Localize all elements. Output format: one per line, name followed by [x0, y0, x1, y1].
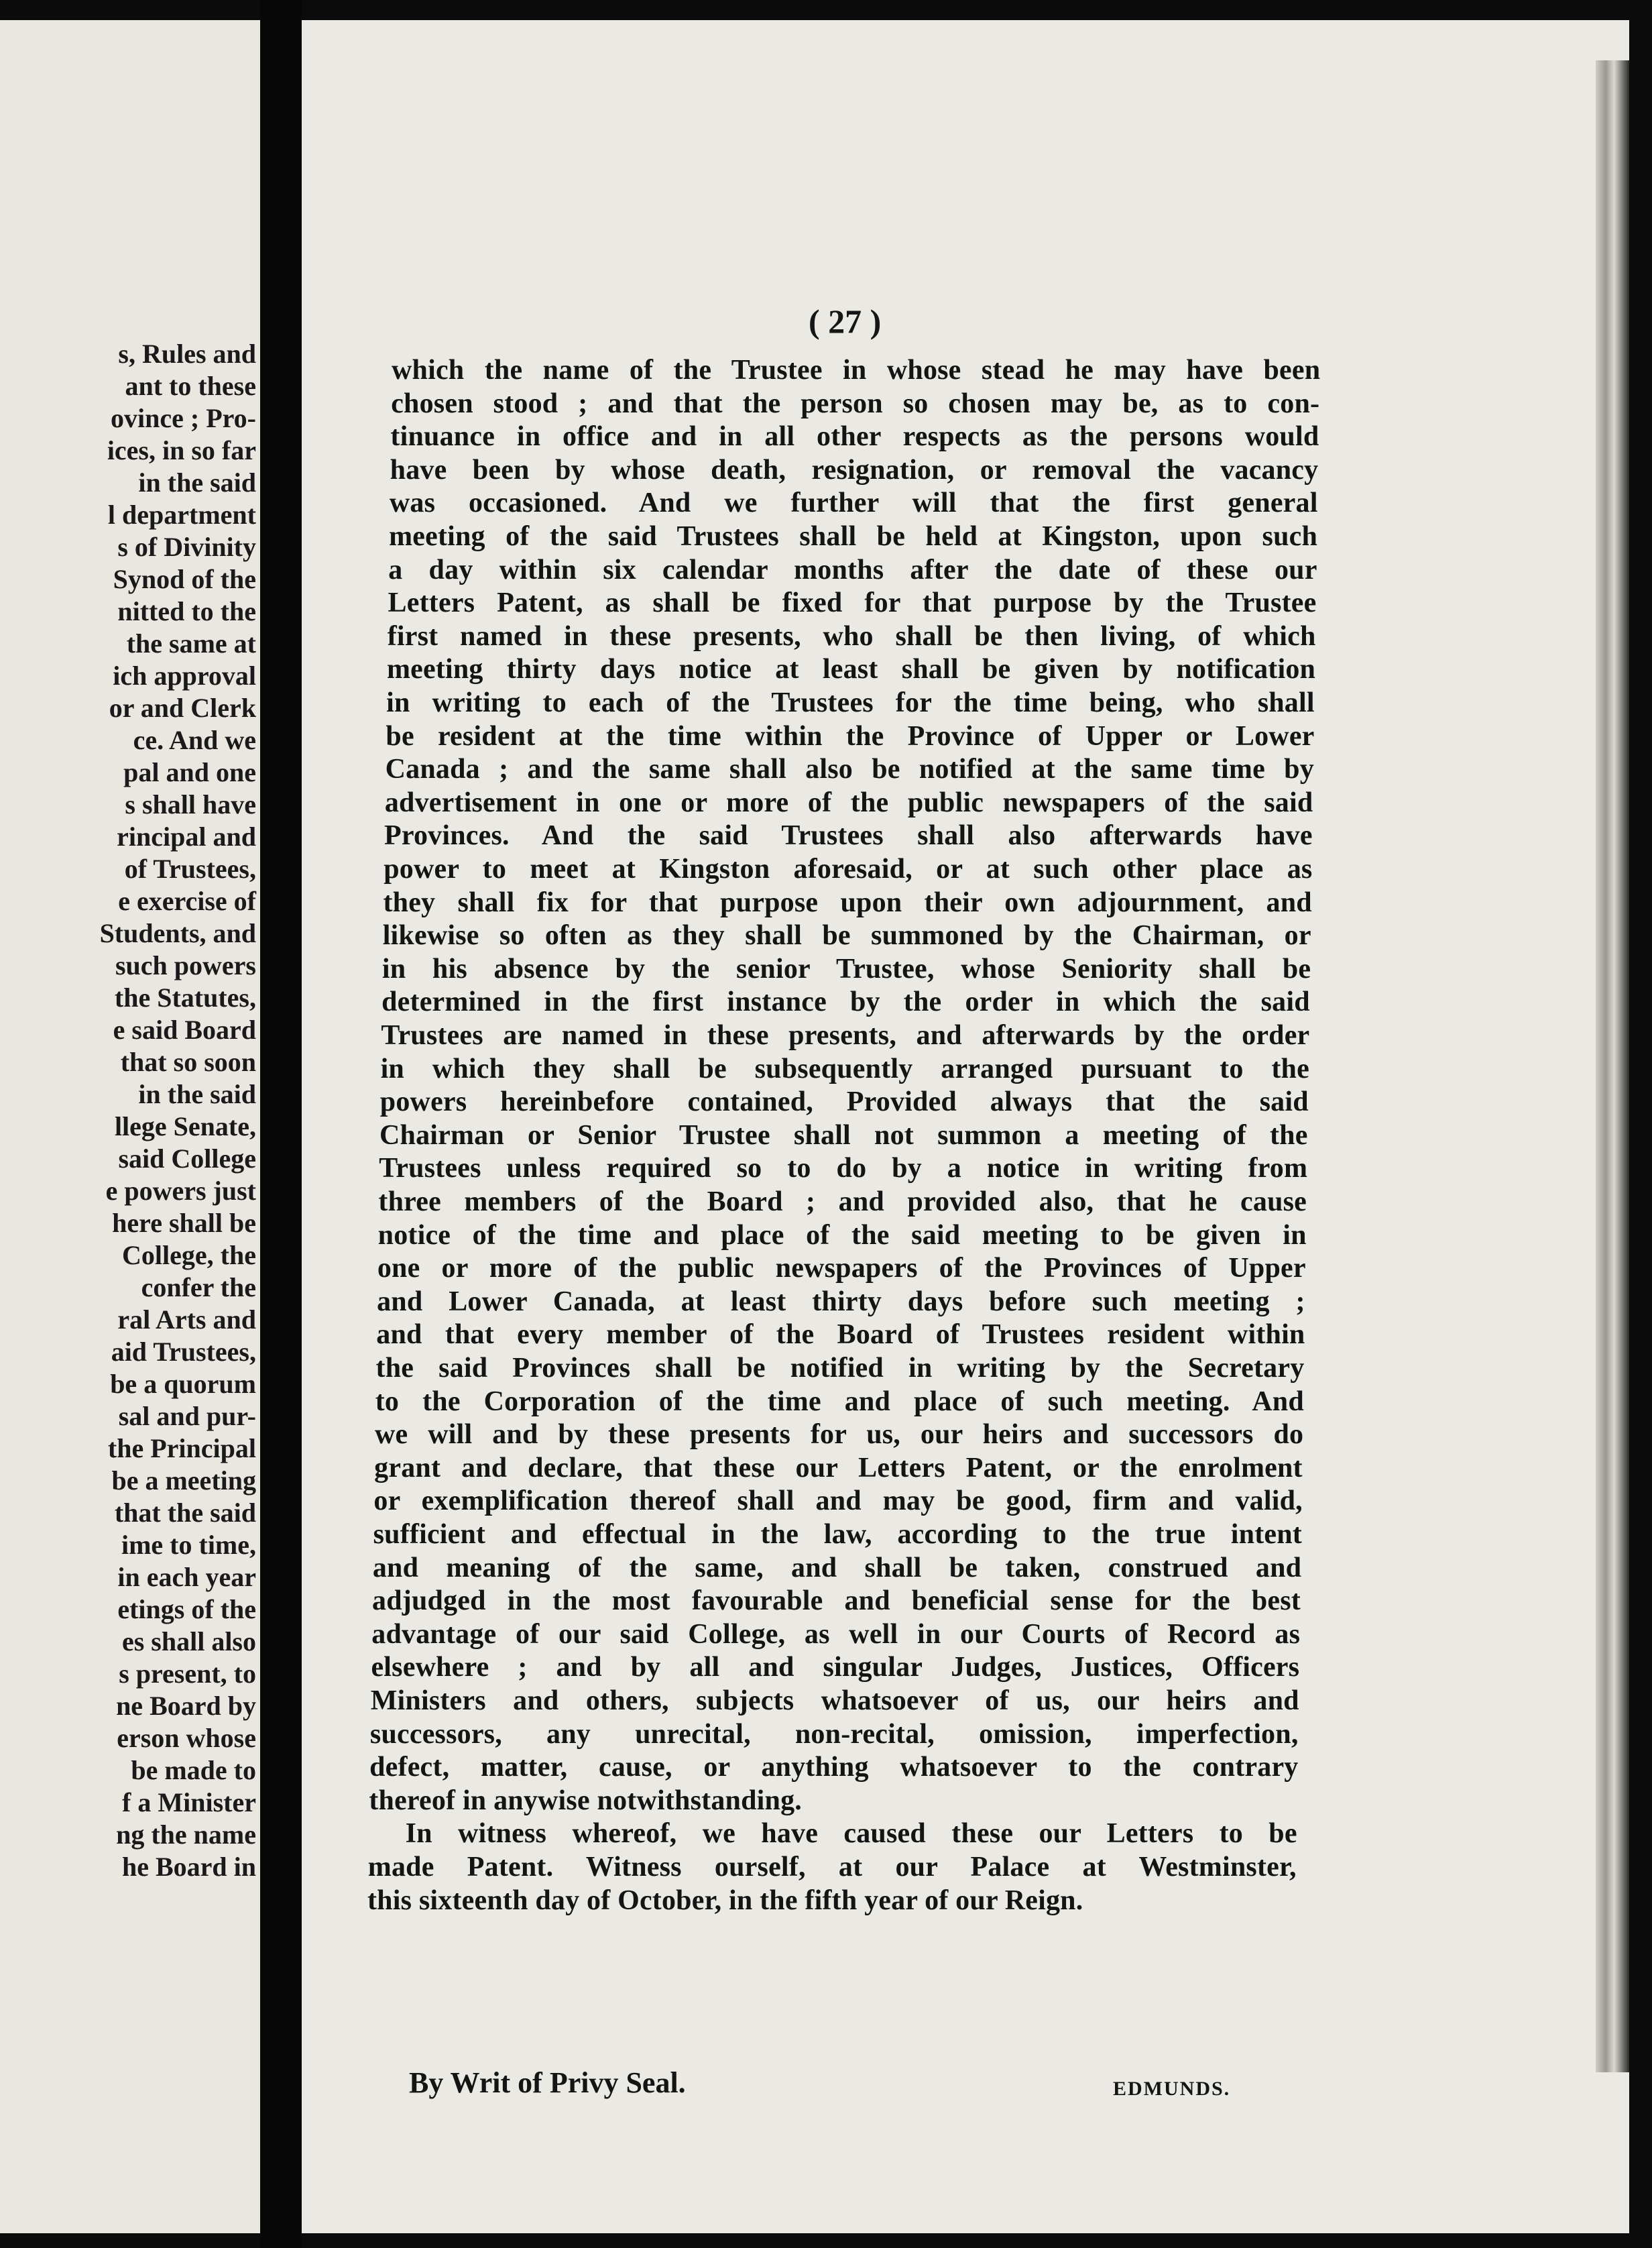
body-text-line: in his absence by the senior Trustee, whose Seniority shall be: [381, 953, 1311, 985]
left-page-line: the Principal: [107, 1433, 256, 1463]
left-page-line: sal and pur-: [118, 1401, 256, 1431]
body-text-line: which the name of the Trustee in whose stead he may have been: [392, 355, 1321, 386]
left-page-line: e powers just: [105, 1176, 256, 1206]
body-text-line: have been by whose death, resignation, or removal the vacancy: [390, 454, 1319, 486]
body-text-line: advantage of our said College, as well in our Courts of Record as: [371, 1618, 1301, 1650]
body-text-line: meeting thirty days notice at least shall be given by notification: [386, 654, 1316, 685]
left-page-line: s shall have: [125, 789, 256, 820]
body-text-line: Chairman or Senior Trustee shall not summon a meeting of the: [379, 1119, 1308, 1151]
left-page: [0, 20, 260, 2233]
left-page-line: the Statutes,: [114, 982, 256, 1013]
body-text-line: Ministers and others, subjects whatsoever of us, our heirs and: [370, 1685, 1299, 1716]
left-page-line: s present, to: [119, 1659, 256, 1689]
left-page-line: l department: [107, 500, 256, 530]
left-page-line: e exercise of: [118, 886, 256, 916]
left-page-line: College, the: [122, 1240, 256, 1270]
body-text-line: Provinces. And the said Trustees shall also afterwards have: [384, 820, 1313, 852]
left-page-line: nitted to the: [117, 596, 256, 626]
left-page-line: rincipal and: [117, 822, 256, 852]
body-text-line: the said Provinces shall be notified in writing by the Secretary: [375, 1353, 1305, 1384]
body-text-line: determined in the first instance by the order in which the said: [381, 987, 1310, 1018]
left-page-line: s of Divinity: [117, 532, 256, 562]
left-page-line: f a Minister: [122, 1787, 256, 1817]
left-page-line: Synod of the: [113, 564, 256, 594]
body-text-line: or exemplification thereof shall and may be good, firm and valid,: [373, 1485, 1303, 1517]
left-page-line: ovince ; Pro-: [111, 403, 256, 433]
left-page-line: in each year: [117, 1562, 256, 1592]
left-page-line: confer the: [141, 1272, 256, 1302]
book-gutter: [260, 0, 302, 2248]
left-page-line: in the said: [138, 1079, 256, 1109]
left-page-line: that the said: [114, 1498, 256, 1528]
left-page-line: ng the name: [116, 1819, 256, 1850]
left-page-line: be made to: [131, 1755, 256, 1785]
body-text-line: in writing to each of the Trustees for the time being, who shall: [386, 687, 1315, 718]
left-page-line: etings of the: [117, 1594, 256, 1624]
body-text-line: In witness whereof, we have caused these our Letters to be: [405, 1818, 1297, 1850]
body-text-line: adjudged in the most favourable and beneficial sense for the best: [372, 1585, 1301, 1617]
body-text-line: successors, any unrecital, non-recital, omission, imperfection,: [369, 1718, 1299, 1750]
body-text-line: three members of the Board ; and provided also, that he cause: [378, 1186, 1307, 1217]
body-text-line: Trustees unless required so to do by a notice in writing from: [379, 1153, 1308, 1184]
body-text-line: be resident at the time within the Province of Upper or Lower: [386, 720, 1315, 752]
left-page-line: ne Board by: [116, 1691, 256, 1721]
body-text-line: one or more of the public newspapers of the Provinces of Upper: [377, 1253, 1306, 1284]
left-page-line: s, Rules and: [118, 339, 256, 369]
left-page-line: in the said: [138, 467, 256, 498]
body-text-line: Canada ; and the same shall also be notified at the same time by: [385, 754, 1314, 785]
body-text-line: first named in these presents, who shall be then living, of which: [387, 620, 1316, 652]
left-page-line: of Trustees,: [124, 854, 256, 884]
body-text-line: this sixteenth day of October, in the fifth year of our Reign.: [367, 1885, 1083, 1916]
left-page-line: pal and one: [123, 757, 256, 787]
body-text-line: notice of the time and place of the said meeting to be given in: [377, 1219, 1307, 1251]
body-text-line: sufficient and effectual in the law, according to the true intent: [373, 1519, 1302, 1550]
left-page-line: ral Arts and: [117, 1304, 256, 1335]
left-page-line: be a meeting: [111, 1465, 256, 1496]
body-text-line: and Lower Canada, at least thirty days before such meeting ;: [377, 1286, 1305, 1317]
left-page-line: ich approval: [113, 661, 256, 691]
body-text-line: was occasioned. And we further will that the first general: [389, 488, 1318, 519]
signature: EDMUNDS.: [1113, 2078, 1231, 2100]
body-text-line: in which they shall be subsequently arranged pursuant to the: [380, 1053, 1309, 1084]
left-page-line: that so soon: [120, 1047, 256, 1077]
body-text-line: made Patent. Witness ourself, at our Palace at Westminster,: [367, 1852, 1297, 1882]
left-page-line: the same at: [126, 628, 256, 659]
left-page-line: ime to time,: [121, 1530, 256, 1560]
left-page-line: ices, in so far: [107, 435, 256, 465]
body-text-line: they shall fix for that purpose upon their own adjournment, and: [383, 887, 1312, 918]
body-text-line: tinuance in office and in all other respects as the persons would: [390, 421, 1319, 453]
body-text-line: a day within six calendar months after the date of these our: [388, 554, 1317, 585]
body-text-line: advertisement in one or more of the public newspapers of the said: [384, 787, 1313, 818]
left-page-line: be a quorum: [110, 1369, 256, 1399]
body-text-line: chosen stood ; and that the person so chosen may be, as to con-: [391, 388, 1320, 419]
page-fore-edge: [1596, 60, 1629, 2072]
left-page-line: said College: [118, 1143, 256, 1174]
left-page-line: he Board in: [121, 1852, 256, 1882]
body-text-line: and that every member of the Board of Trustees resident within: [376, 1319, 1305, 1351]
body-text-line: and meaning of the same, and shall be taken, construed and: [372, 1552, 1302, 1583]
body-text-line: elsewhere ; and by all and singular Judges, Justices, Officers: [371, 1652, 1300, 1683]
writ-line: By Writ of Privy Seal.: [409, 2066, 686, 2099]
body-text-line: Letters Patent, as shall be fixed for that purpose by the Trustee: [388, 587, 1317, 619]
body-text-line: likewise so often as they shall be summoned by the Chairman, or: [382, 920, 1311, 952]
page-number: ( 27 ): [809, 302, 882, 340]
left-page-line: e said Board: [113, 1015, 256, 1045]
body-text-line: Trustees are named in these presents, and afterwards by the order: [381, 1020, 1310, 1051]
left-page-line: erson whose: [117, 1723, 256, 1753]
body-text-line: defect, matter, cause, or anything whatsoever to the contrary: [369, 1752, 1299, 1783]
left-page-line: such powers: [115, 950, 256, 980]
left-page-line: es shall also: [121, 1626, 256, 1656]
body-text-line: to the Corporation of the time and place of such meeting. And: [375, 1386, 1304, 1417]
body-text-line: we will and by these presents for us, our heirs and successors do: [374, 1419, 1304, 1451]
left-page-line: aid Trustees,: [111, 1337, 256, 1367]
body-text-line: powers hereinbefore contained, Provided always that the said: [379, 1086, 1309, 1118]
left-page-line: ce. And we: [133, 725, 256, 755]
left-page-line: Students, and: [99, 918, 256, 948]
left-page-line: ant to these: [125, 371, 256, 401]
body-text-line: grant and declare, that these our Letters Patent, or the enrolment: [374, 1452, 1303, 1483]
body-text-line: power to meet at Kingston aforesaid, or at such other place as: [384, 854, 1313, 885]
body-text-line: thereof in anywise notwithstanding.: [369, 1785, 802, 1816]
body-text-line: meeting of the said Trustees shall be held at Kingston, upon such: [389, 521, 1318, 552]
left-page-line: llege Senate,: [114, 1111, 256, 1141]
left-page-line: or and Clerk: [109, 693, 256, 723]
left-page-line: here shall be: [112, 1208, 256, 1238]
